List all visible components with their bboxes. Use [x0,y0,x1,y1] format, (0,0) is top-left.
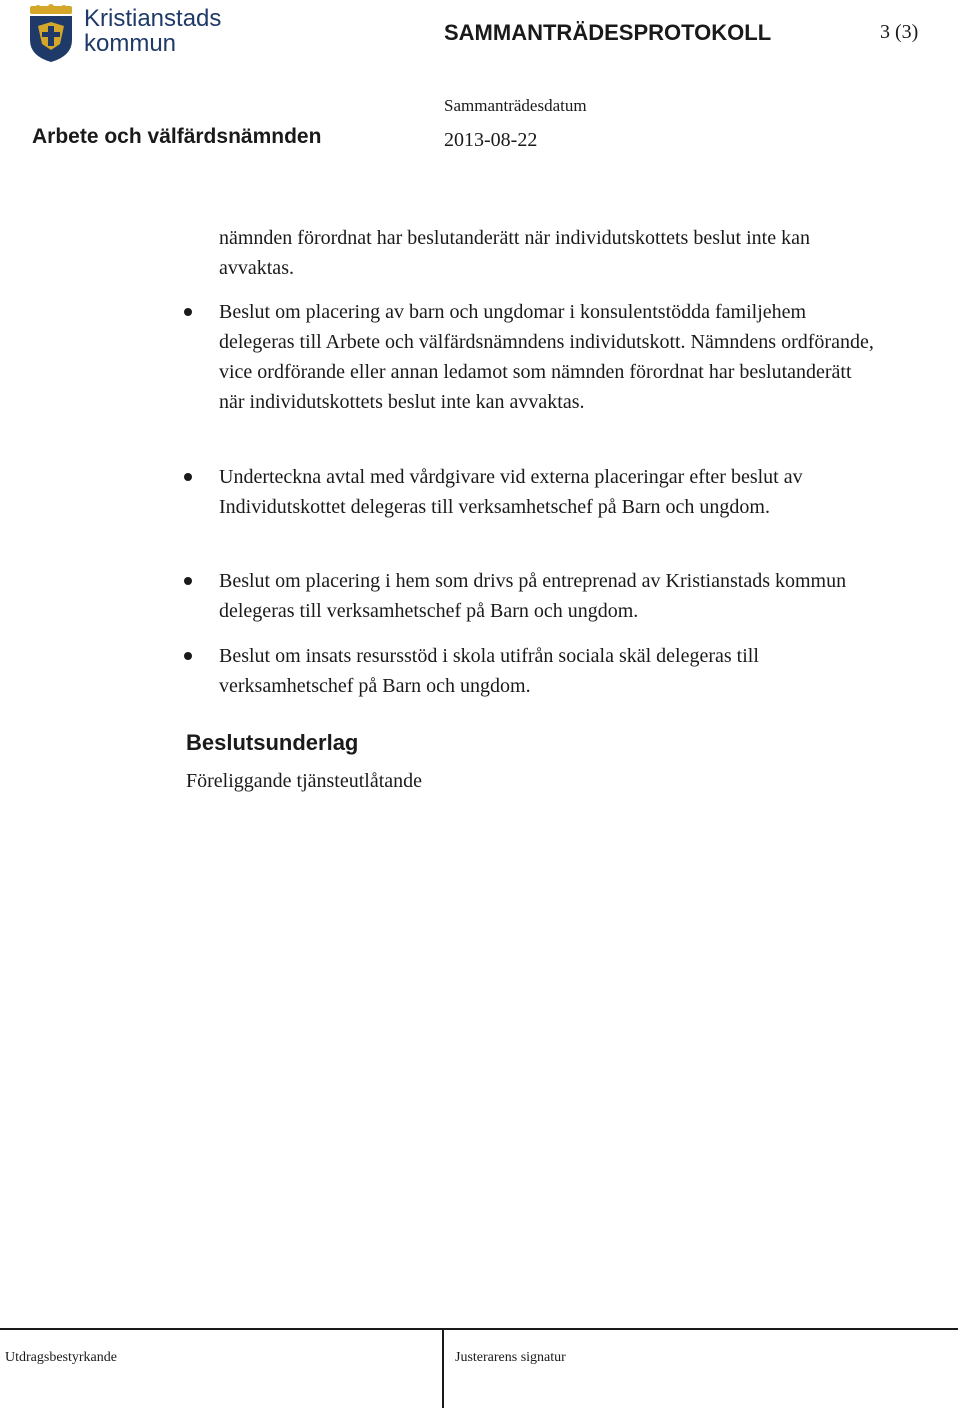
document-title: SAMMANTRÄDESPROTOKOLL [444,20,772,45]
meeting-date: 2013-08-22 [444,129,538,151]
footer-divider [0,1328,958,1330]
bullet-item: Beslut om placering i hem som drivs på entreprenad av Kristianstads kommun delegeras till verksamhetschef på Barn och ungdom. [219,570,847,622]
bullet-icon [184,473,196,485]
section-heading: Beslutsunderlag [186,730,359,755]
continuation-paragraph: nämnden förordnat har beslutanderätt när individutskottets beslut inte kan avvaktas. [219,227,810,279]
bullet-item: Beslut om insats resursstöd i skola utifrån sociala skäl delegeras till verksamhetschef på Barn och ungdom. [219,645,759,697]
bullet-icon [184,652,196,664]
bullet-icon [184,577,196,589]
bullet-icon [184,308,196,320]
page-number: 3 (3) [880,21,919,43]
footer-extract-certification: Utdragsbestyrkande [5,1350,117,1365]
kristianstad-logo [24,4,224,64]
logo-line2: kommun [84,30,177,57]
footer-adjuster-signature: Justerarens signatur [455,1350,566,1365]
logo-line1: Kristianstads [84,5,222,32]
meeting-date-label: Sammanträdesdatum [444,96,587,115]
bullet-item: Underteckna avtal med vårdgivare vid externa placeringar efter beslut av Individutskottet delegeras till verksamhetschef på Barn och ungdom. [219,466,803,518]
bullet-item: Beslut om placering av barn och ungdomar i konsulentstödda familjehem delegeras till Arbete och välfärdsnämndens individutskott. Nämndens ordförande, vice ordförande eller annan ledamot som nämnden förordnat har beslutanderätt när individutskottets beslut inte kan avvaktas. [219,301,874,413]
board-name: Arbete och välfärdsnämnden [32,125,322,148]
coat-of-arms-icon [24,4,78,64]
section-text: Föreliggande tjänsteutlåtande [186,770,423,792]
footer-column-divider [442,1328,444,1408]
